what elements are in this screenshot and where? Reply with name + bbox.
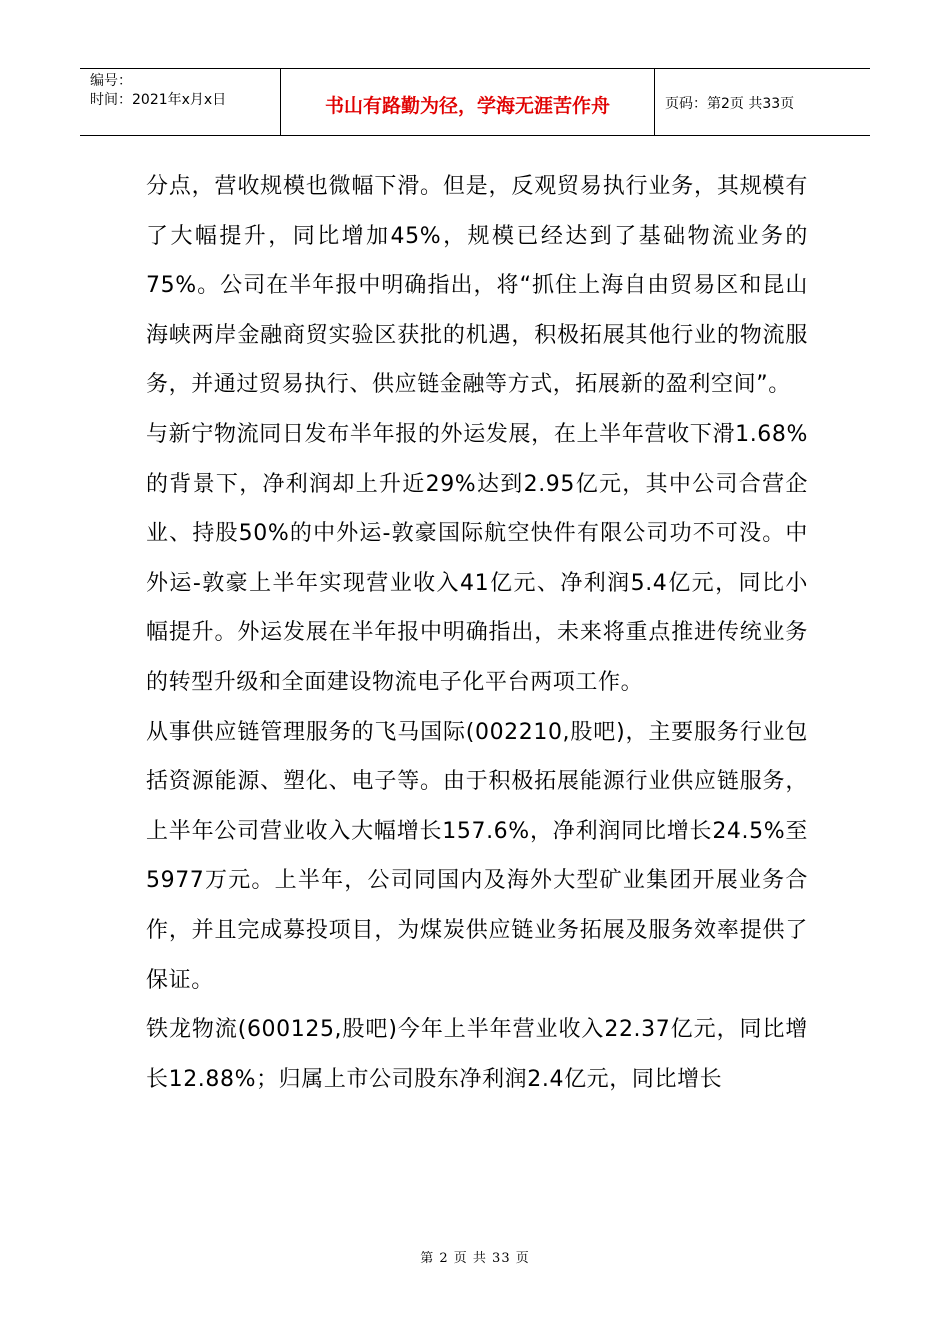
number-label: 编号： bbox=[90, 73, 132, 89]
header-motto: 书山有路勤为径，学海无涯苦作舟 bbox=[281, 69, 655, 135]
time-label: 时间：2021年x月x日 bbox=[90, 92, 227, 108]
paragraph: 从事供应链管理服务的飞马国际(002210,股吧)，主要服务行业包括资源能源、塑化、电子等。由于积极拓展能源行业供应链服务，上半年公司营业收入大幅增长157.6%，净利润同比增长24.5%至5977万元。上半年，公司同国内及海外大型矿业集团开展业务合作，并且完成募投项目，为煤炭供应链业务拓展及服务效率提供了保证。 bbox=[146, 719, 808, 993]
header-page-info: 页码：第2页 共33页 bbox=[665, 96, 795, 112]
page-header bbox=[80, 68, 870, 136]
paragraph: 铁龙物流(600125,股吧)今年上半年营业收入22.37亿元，同比增长12.88%；归属上市公司股东净利润2.4亿元，同比增长 bbox=[146, 1017, 808, 1092]
document-body bbox=[146, 162, 808, 1104]
page-footer: 第 2 页 共 33 页 bbox=[420, 1251, 530, 1266]
header-meta bbox=[80, 69, 281, 135]
paragraph: 与新宁物流同日发布半年报的外运发展，在上半年营收下滑1.68%的背景下，净利润却上升近29%达到2.95亿元，其中公司合营企业、持股50%的中外运-敦豪国际航空快件有限公司功不可没。中外运-敦豪上半年实现营业收入41亿元、净利润5.4亿元，同比小幅提升。外运发展在半年报中明确指出，未来将重点推进传统业务的转型升级和全面建设物流电子化平台两项工作。 bbox=[146, 421, 808, 695]
paragraph: 分点，营收规模也微幅下滑。但是，反观贸易执行业务，其规模有了大幅提升，同比增加45%，规模已经达到了基础物流业务的75%。公司在半年报中明确指出，将“抓住上海自由贸易区和昆山海峡两岸金融商贸实验区获批的机遇，积极拓展其他行业的物流服务，并通过贸易执行、供应链金融等方式，拓展新的盈利空间”。 bbox=[146, 174, 808, 398]
